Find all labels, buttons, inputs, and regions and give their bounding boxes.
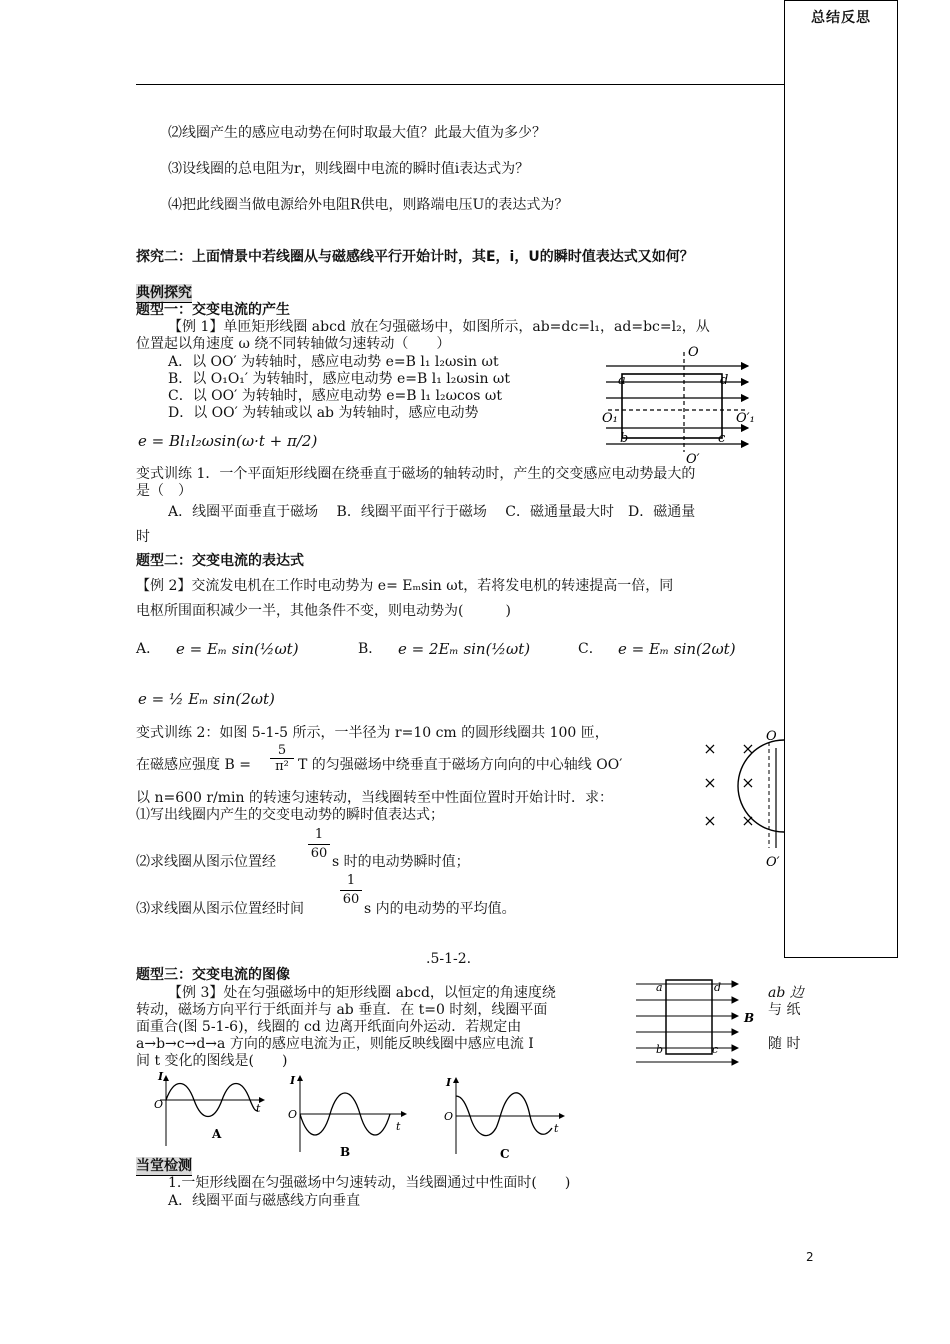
frac-5-over-pi2 xyxy=(270,743,294,774)
example2-option-c: e = Eₘ sin(2ωt) xyxy=(618,640,736,658)
question-2: ⑵线圈产生的感应电动势在何时取最大值？此最大值为多少？ xyxy=(168,125,546,141)
coil-figure-1 xyxy=(600,340,760,465)
fig1-label-oprime: O′ xyxy=(686,452,700,465)
fig1-label-o1: O₁ xyxy=(602,411,618,426)
variant2-q2a: ⑵求线圈从图示位置经 xyxy=(136,854,276,870)
fig1-label-a: a xyxy=(618,373,626,388)
fig3-label-b: b xyxy=(656,1043,664,1056)
field-x: × xyxy=(741,739,755,758)
frac-num-1: 1 xyxy=(346,873,356,888)
example1-line2: 位置起以角速度 ω 绕不同转轴做匀速转动（ ） xyxy=(136,336,451,352)
example3-line1: 【例 3】处在匀强磁场中的矩形线圈 abcd，以恒定的角速度绕 xyxy=(168,985,556,1001)
graph-a-axis-i: I xyxy=(158,1070,164,1083)
field-x: × xyxy=(703,739,717,758)
variant1-line3: 时 xyxy=(136,529,150,545)
variant2-line2a: 在磁感应强度 B = xyxy=(136,757,251,773)
variant1-line2: 是（ ） xyxy=(136,483,192,499)
question-4: ⑷把此线圈当做电源给外电阻R供电，则路端电压U的表达式为？ xyxy=(168,197,569,213)
variant2-line3: 以 n=600 r/min 的转速匀速转动，当线圈转至中性面位置时开始计时．求： xyxy=(136,790,613,806)
example1-option-c: C．以 OO′ 为转轴时，感应电动势 e=B l₁ l₂ωcos ωt xyxy=(168,388,502,404)
check-q1-option-a: A．线圈平面与磁感线方向垂直 xyxy=(168,1193,361,1209)
field-x: × xyxy=(741,773,755,792)
frac-num-1: 1 xyxy=(314,827,324,842)
example1-option-d: D．以 OO′ 为转轴或以 ab 为转轴时，感应电动势 xyxy=(168,405,479,421)
graph-b-label: B xyxy=(340,1145,351,1158)
variant2-q1: ⑴写出线圈内产生的交变电动势的瞬时值表达式； xyxy=(136,807,444,823)
example3-line2: 转动，磁场方向平行于纸面并与 ab 垂直．在 t=0 时刻，线圈平面 xyxy=(136,1002,548,1018)
graph-option-a xyxy=(148,1070,270,1150)
example3-right-4: 随 时 xyxy=(768,1036,801,1052)
graph-b-axis-i: I xyxy=(290,1074,296,1087)
example2-option-c-label: C． xyxy=(578,641,603,657)
type1-title: 题型一：交变电流的产生 xyxy=(136,302,290,318)
graph-b-axis-t: t xyxy=(396,1120,401,1133)
reflection-sidebar xyxy=(784,0,898,958)
frac-den-60: 60 xyxy=(308,844,330,863)
fig1-label-d: d xyxy=(720,373,729,388)
graph-c-axis-t: t xyxy=(554,1122,559,1135)
type3-title: 题型三：交变电流的图像 xyxy=(136,967,290,983)
field-x: × xyxy=(703,773,717,792)
graph-c-origin: O xyxy=(444,1110,454,1123)
fig2-label-o: O xyxy=(766,729,777,744)
fig3-label-b-field: B xyxy=(744,1011,755,1025)
header-rule xyxy=(136,84,784,85)
fig3-label-d: d xyxy=(714,981,722,994)
graph-option-c xyxy=(440,1074,570,1160)
frac-1-over-60-b xyxy=(340,872,362,909)
graph-a-axis-t: t xyxy=(256,1102,261,1115)
example3-line3: 面重合(图 5-1-6)，线圈的 cd 边离开纸面向外运动．若规定由 xyxy=(136,1019,522,1035)
fig1-label-c: c xyxy=(718,431,726,446)
graph-a-label: A xyxy=(212,1127,222,1141)
frac-num-5: 5 xyxy=(277,743,287,758)
example1-formula: e = Bl₁l₂ωsin(ω·t + π/2) xyxy=(138,432,318,450)
section-typical: 典例探究 xyxy=(136,285,192,301)
variant1-line1: 变式训练 1．一个平面矩形线圈在绕垂直于磁场的轴转动时，产生的交变感应电动势最大的 xyxy=(136,466,696,482)
example1-option-b: B．以 O₁O₁′ 为转轴时，感应电动势 e=B l₁ l₂ωsin ωt xyxy=(168,371,510,387)
example3-right-1: ab 边 xyxy=(768,985,804,1001)
coil-figure-2 xyxy=(700,728,784,873)
graph-c-label: C xyxy=(500,1147,510,1160)
frac-1-over-60-a xyxy=(308,826,330,863)
example2-line2: 电枢所围面积减少一半，其他条件不变，则电动势为( ) xyxy=(136,603,511,619)
example3-right-2: 与 纸 xyxy=(768,1002,801,1018)
fig3-label-a: a xyxy=(656,981,663,994)
variant2-line1: 变式训练 2：如图 5-1-5 所示，一半径为 r=10 cm 的圆形线圈共 100 匝， xyxy=(136,725,609,741)
field-x: × xyxy=(703,811,717,830)
question-3: ⑶设线圈的总电阻为r，则线圈中电流的瞬时值i表达式为？ xyxy=(168,161,530,177)
graph-option-b xyxy=(284,1072,412,1158)
variant2-q2b: s 时的电动势瞬时值； xyxy=(332,854,470,870)
example2-option-a: e = Eₘ sin(½ωt) xyxy=(176,640,299,658)
example2-option-a-label: A． xyxy=(136,641,161,657)
example1-line1: 【例 1】单匝矩形线圈 abcd 放在匀强磁场中，如图所示，ab=dc=l₁，ad=bc=l₂，从 xyxy=(168,319,710,335)
frac-den-pi2: π² xyxy=(270,758,294,774)
example2-option-b: e = 2Eₘ sin(½ωt) xyxy=(398,640,531,658)
variant2-line2b: T 的匀强磁场中绕垂直于磁场方向向的中心轴线 OO′ xyxy=(298,757,623,773)
frac-den-60: 60 xyxy=(340,890,362,909)
example2-line1: 【例 2】交流发电机在工作时电动势为 e= Eₘsin ωt，若将发电机的转速提高一倍，同 xyxy=(136,578,674,594)
figure-caption: .5-1-2. xyxy=(426,951,472,967)
check-q1: 1.一矩形线圈在匀强磁场中匀速转动，当线圈通过中性面时( ) xyxy=(168,1175,571,1191)
example3-line5: 间 t 变化的图线是( ) xyxy=(136,1053,288,1069)
fig2-label-oprime: O′ xyxy=(766,855,780,870)
graph-c-axis-i: I xyxy=(446,1076,452,1089)
explore-2: 探究二：上面情景中若线圈从与磁感线平行开始计时，其E，i，U的瞬时值表达式又如何？ xyxy=(136,249,694,265)
variant2-q3a: ⑶求线圈从图示位置经时间 xyxy=(136,901,304,917)
graph-b-origin: O xyxy=(288,1108,298,1121)
sidebar-title: 总结反思 xyxy=(811,10,871,26)
page-number: 2 xyxy=(806,1250,814,1264)
field-x: × xyxy=(741,811,755,830)
graph-a-origin: O xyxy=(154,1098,164,1111)
example1-option-a: A．以 OO′ 为转轴时，感应电动势 e=B l₁ l₂ωsin ωt xyxy=(168,354,499,370)
fig1-label-o: O xyxy=(688,345,699,360)
example2-option-d: e = ½ Eₘ sin(2ωt) xyxy=(138,690,275,708)
coil-figure-3 xyxy=(634,974,764,1066)
variant2-q3b: s 内的电动势的平均值。 xyxy=(364,901,516,917)
fig1-label-o1prime: O′₁ xyxy=(736,411,755,426)
type2-title: 题型二：交变电流的表达式 xyxy=(136,553,304,569)
example2-option-b-label: B． xyxy=(358,641,383,657)
variant1-options: A．线圈平面垂直于磁场 B．线圈平面平行于磁场 C．磁通量最大时 D．磁通量 xyxy=(168,504,696,520)
section-check: 当堂检测 xyxy=(136,1158,192,1174)
fig3-label-c: c xyxy=(712,1043,719,1056)
example3-line4: a→b→c→d→a 方向的感应电流为正，则能反映线圈中感应电流 I xyxy=(136,1036,534,1052)
fig1-label-b: b xyxy=(620,431,629,446)
